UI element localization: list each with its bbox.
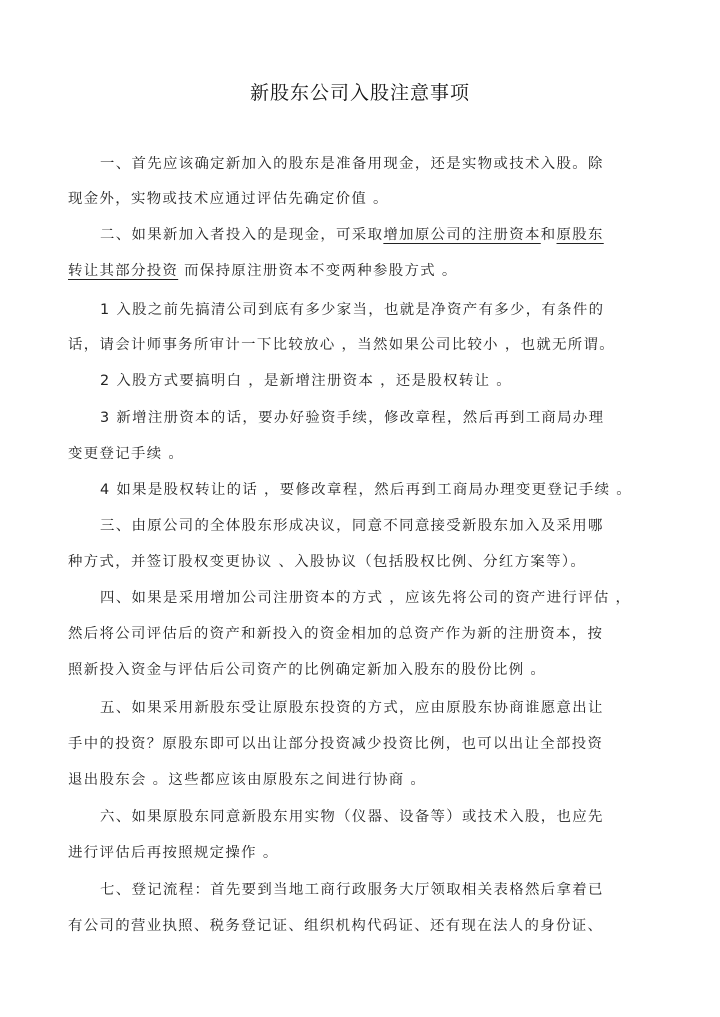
paragraph-1-line-2: 现金外，实物或技术应通过评估先确定价值 。 (68, 191, 389, 207)
text-segment: 二、如果新加入者投入的是现金，可采取 (100, 227, 384, 243)
paragraph-2-line-1 (100, 225, 720, 245)
paragraph-5-line-2: 手中的投资？原股东即可以出让部分投资减少投资比例，也可以出让全部投资 (68, 736, 604, 752)
paragraph-6-line-2: 进行评估后再按照规定操作 。 (68, 845, 279, 861)
text-segment: 和 (540, 227, 557, 243)
paragraph-5-line-1: 五、如果采用新股东受让原股东投资的方式，应由原股东协商谁愿意出让 (100, 700, 604, 716)
paragraph-2-line-2 (68, 261, 688, 281)
text-segment: 而保持原注册资本不变两种参股方式 。 (178, 263, 458, 279)
underlined-term-increase-capital: 增加原公司的注册资本 (383, 227, 541, 243)
underlined-term-transfer-investment: 转让其部分投资 (68, 263, 179, 279)
paragraph-5-line-3: 退出股东会 。这些都应该由原股东之间进行协商 。 (68, 772, 427, 788)
item-1-line-1: 1 入股之前先搞清公司到底有多少家当，也就是净资产有多少，有条件的 (100, 302, 605, 318)
paragraph-7-line-2: 有公司的营业执照、税务登记证、组织机构代码证、还有现在法人的身份证、 (68, 918, 604, 934)
item-2-line-1: 2 入股方式要搞明白 ，是新增注册资本 ，还是股权转让 。 (100, 373, 512, 389)
paragraph-3-line-1: 三、由原公司的全体股东形成决议，同意不同意接受新股东加入及采用哪 (100, 518, 604, 534)
paragraph-4-line-2: 然后将公司评估后的资产和新投入的资金相加的总资产作为新的注册资本，按 (68, 626, 604, 642)
underlined-term-original-shareholder: 原股东 (556, 227, 604, 243)
paragraph-3-line-2: 种方式，并签订股权变更协议 、入股协议（包括股权比例、分红方案等）。 (68, 554, 587, 570)
paragraph-4-line-3: 照新投入资金与评估后公司资产的比例确定新加入股东的股份比例 。 (68, 662, 547, 678)
item-3-line-2: 变更登记手续 。 (68, 446, 185, 462)
paragraph-1-line-1: 一、首先应该确定新加入的股东是准备用现金，还是实物或技术入股。除 (100, 156, 604, 172)
document-title: 新股东公司入股注意事项 (249, 82, 470, 104)
item-4-line-1: 4 如果是股权转让的话 ，要修改章程，然后再到工商局办理变更登记手续 。 (100, 482, 632, 498)
paragraph-6-line-1: 六、如果原股东同意新股东用实物（仪器、设备等）或技术入股，也应先 (100, 809, 604, 825)
item-3-line-1: 3 新增注册资本的话，要办好验资手续，修改章程，然后再到工商局办理 (100, 410, 605, 426)
paragraph-7-line-1: 七、登记流程：首先要到当地工商行政服务大厅领取相关表格然后拿着已 (100, 882, 604, 898)
paragraph-4-line-1: 四、如果是采用增加公司注册资本的方式 ，应该先将公司的资产进行评估 ， (100, 590, 632, 606)
item-1-line-2: 话，请会计师事务所审计一下比较放心 ，当然如果公司比较小 ，也就无所谓。 (68, 337, 616, 353)
